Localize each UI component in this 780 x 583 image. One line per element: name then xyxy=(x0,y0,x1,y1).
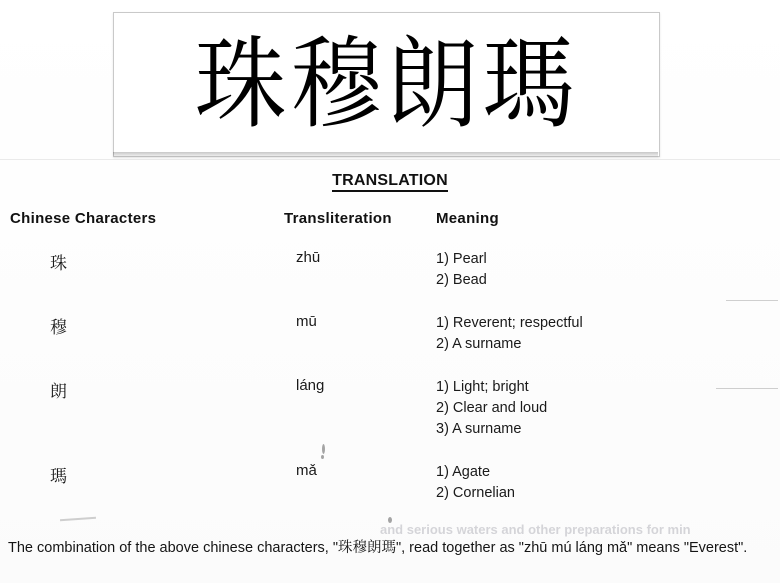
translation-table xyxy=(0,210,780,504)
table-row xyxy=(0,313,780,355)
table-row xyxy=(0,249,780,291)
meaning-line: 1) Agate xyxy=(436,464,491,481)
column-header-meaning: Meaning xyxy=(436,210,499,227)
row-character: 珠 xyxy=(50,254,67,274)
meaning-line: 3) A surname xyxy=(436,421,522,438)
row-transliteration: láng xyxy=(296,377,325,395)
row-transliteration: zhū xyxy=(296,249,321,266)
row-meanings xyxy=(430,249,780,291)
meaning-line: 2) Cornelian xyxy=(436,485,515,502)
meaning-line: 1) Pearl xyxy=(436,251,487,267)
row-character: 瑪 xyxy=(50,467,67,488)
row-meanings xyxy=(430,462,780,504)
meaning-line: 1) Reverent; respectful xyxy=(436,315,583,332)
meaning-line: 1) Light; bright xyxy=(436,379,529,396)
table-row xyxy=(0,462,780,504)
meaning-line: 2) Clear and loud xyxy=(436,400,548,417)
row-meanings xyxy=(430,313,780,355)
column-header-characters: Chinese Characters xyxy=(10,210,157,227)
table-header-row xyxy=(0,210,780,227)
section-heading xyxy=(0,172,780,190)
table-row xyxy=(0,377,780,440)
title-banner xyxy=(113,12,660,157)
row-character: 朗 xyxy=(50,382,67,403)
row-transliteration: mū xyxy=(296,313,317,331)
scan-speckle xyxy=(388,517,392,523)
scan-streak xyxy=(60,517,96,522)
bleed-through-text: and serious waters and other preparations for min xyxy=(380,522,691,537)
banner-shadow xyxy=(113,152,658,158)
paper-edge-line xyxy=(0,159,780,160)
meaning-line: 2) A surname xyxy=(436,336,522,353)
row-meanings xyxy=(430,377,780,440)
section-heading-label: TRANSLATION xyxy=(332,172,448,192)
row-transliteration: mǎ xyxy=(296,462,317,480)
row-character: 穆 xyxy=(50,318,67,339)
banner-title-characters: 珠穆朗瑪 xyxy=(194,26,579,142)
column-header-transliteration: Transliteration xyxy=(284,210,392,227)
meaning-line: 2) Bead xyxy=(436,272,487,289)
footer-sentence: The combination of the above chinese characters, "珠穆朗瑪", read together as "zhū mú láng mǎ" means "Everest". xyxy=(8,540,748,556)
